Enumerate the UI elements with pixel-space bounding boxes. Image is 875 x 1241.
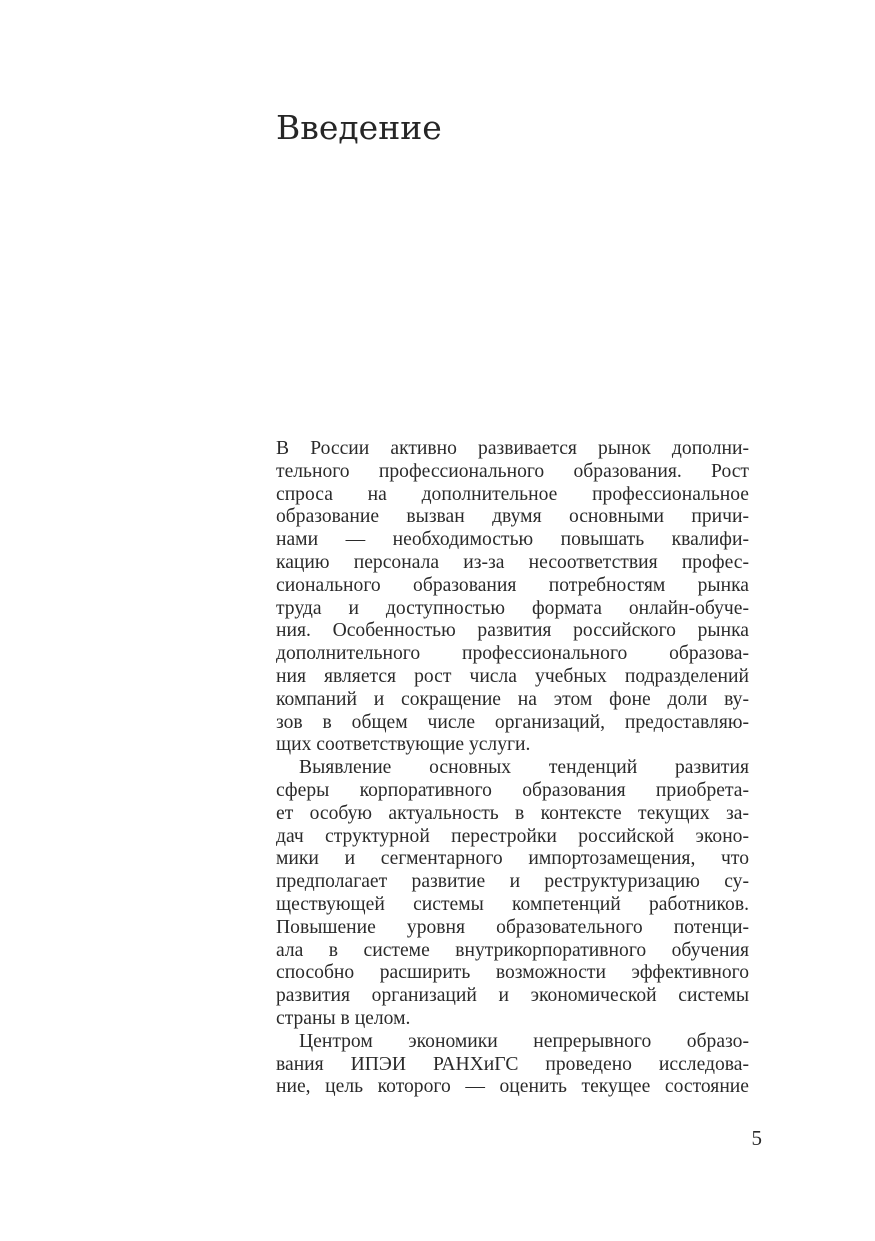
text-line: способно расширить возможности эффективного — [276, 962, 749, 984]
page-number: 5 — [751, 1126, 762, 1150]
body-text — [276, 438, 749, 1099]
text-line: вания ИПЭИ РАНХиГС проведено исследова- — [276, 1053, 749, 1075]
text-line: образование вызван двумя основными причи- — [276, 506, 749, 528]
text-line: страны в целом. — [276, 1007, 411, 1029]
text-line: развития организаций и экономической системы — [276, 985, 749, 1007]
text-line: тельного профессионального образования. Рост — [276, 460, 749, 482]
text-line: ществующей системы компетенций работников. — [276, 893, 749, 915]
text-line: Центром экономики непрерывного образо- — [299, 1030, 749, 1052]
text-line: дач структурной перестройки российской эконо- — [276, 825, 749, 847]
text-line: В России активно развивается рынок дополни- — [276, 438, 749, 459]
text-line: кацию персонала из-за несоответствия профес- — [276, 551, 749, 573]
text-line: ет особую актуальность в контексте текущих за- — [276, 802, 749, 824]
text-line: предполагает развитие и реструктуризацию су- — [276, 871, 749, 893]
text-line: сионального образования потребностям рынка — [276, 574, 749, 596]
text-line: ние, цель которого — оценить текущее состояние — [276, 1076, 749, 1098]
text-line: нами — необходимостью повышать квалифи- — [276, 529, 749, 551]
text-line: Выявление основных тенденций развития — [299, 757, 749, 779]
text-line: мики и сегментарного импортозамещения, что — [276, 848, 749, 870]
text-line: компаний и сокращение на этом фоне доли ву- — [276, 688, 749, 710]
text-line: ния является рост числа учебных подразделений — [276, 665, 749, 687]
text-line: ала в системе внутрикорпоративного обучения — [276, 939, 749, 961]
text-line: ния. Особенностью развития российского рынка — [276, 620, 749, 642]
text-line: зов в общем числе организаций, предоставляю- — [276, 711, 749, 733]
text-line: Повышение уровня образовательного потенци- — [276, 916, 749, 938]
text-line: спроса на дополнительное профессиональное — [276, 483, 749, 505]
text-line: дополнительного профессионального образова- — [276, 643, 749, 665]
text-line: сферы корпоративного образования приобрета- — [276, 779, 749, 801]
text-line: щих соответствующие услуги. — [276, 734, 531, 756]
paragraph-2 — [276, 757, 749, 1031]
text-line: труда и доступностью формата онлайн-обуче- — [276, 597, 749, 619]
chapter-title: Введение — [276, 108, 442, 147]
paragraph-3 — [276, 1031, 749, 1099]
paragraph-1 — [276, 438, 749, 757]
